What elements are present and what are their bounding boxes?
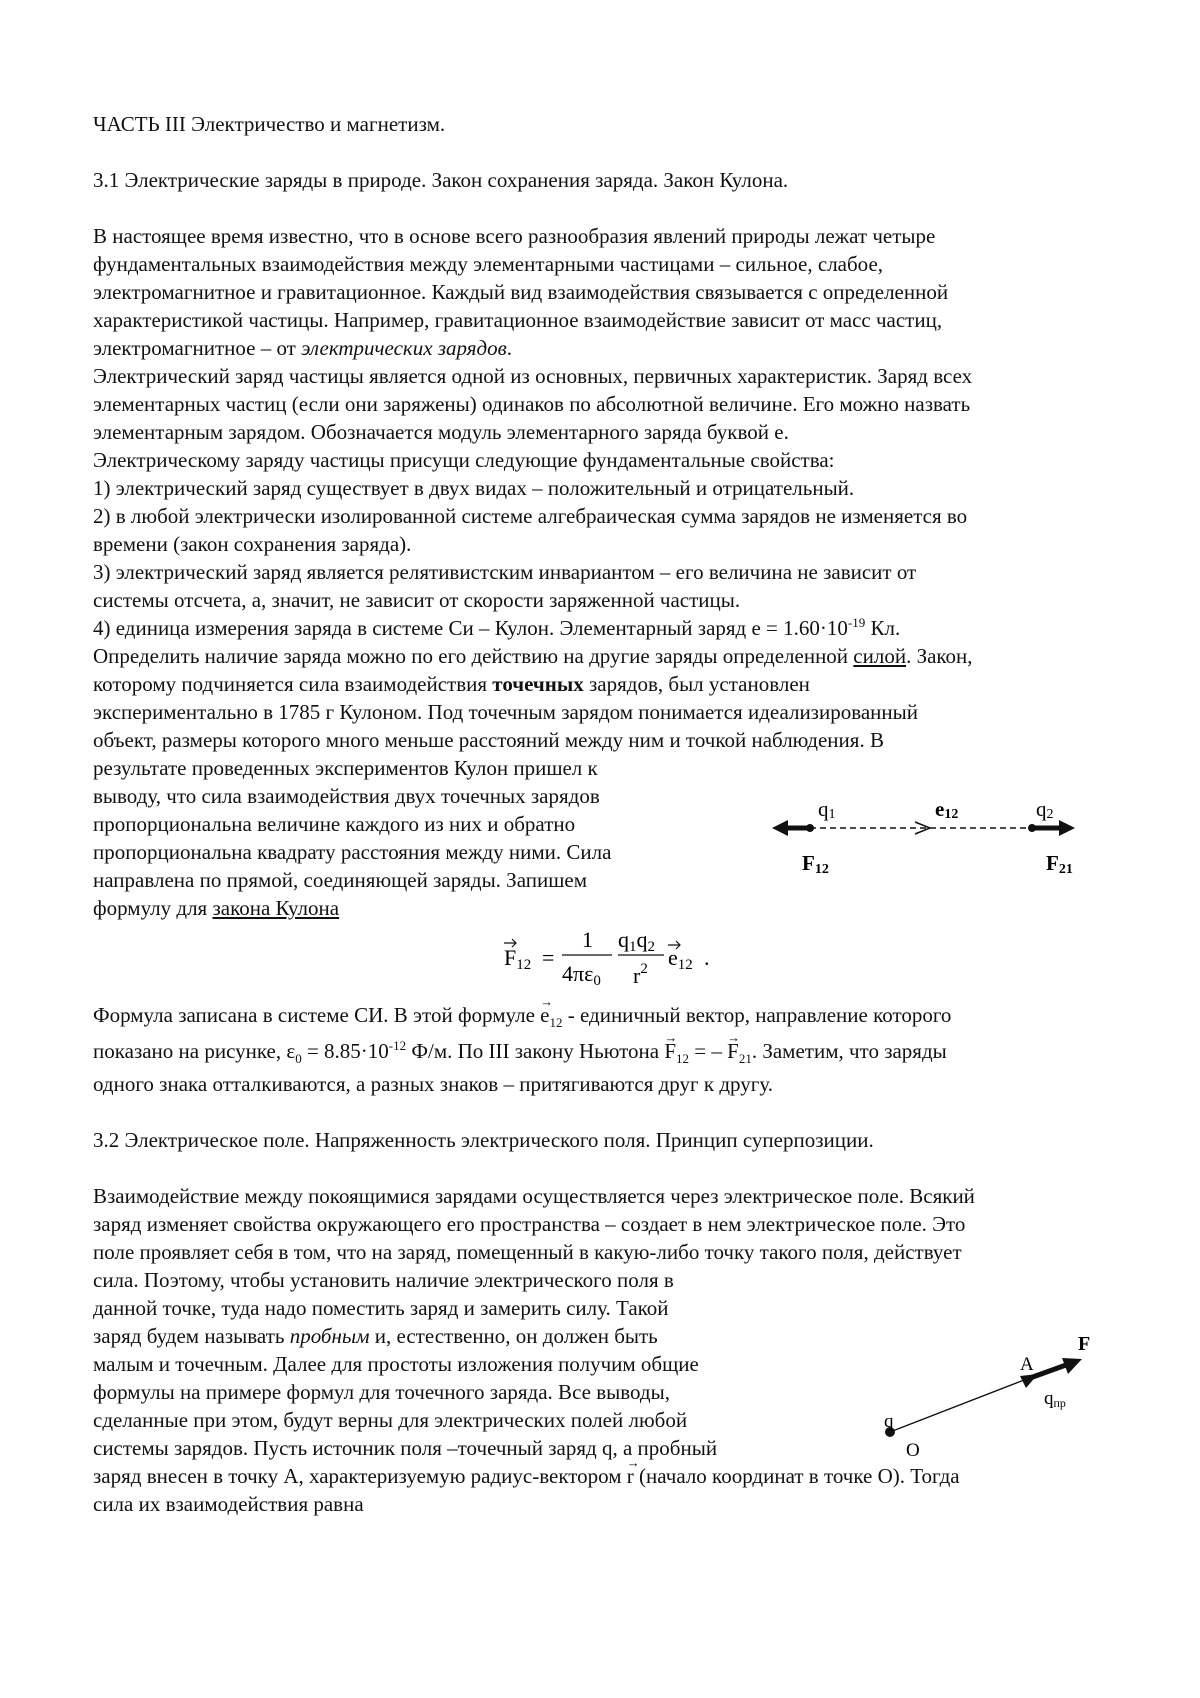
paragraph-line: заряд изменяет свойства окружающего его пространства – создает в нем электрическое поле. Это bbox=[93, 1212, 966, 1236]
italic-term: пробным bbox=[289, 1324, 370, 1348]
paragraph-line: заряд будем называть пробным и, естественно, он должен быть bbox=[93, 1324, 658, 1348]
link-coulomb-law[interactable]: закона Кулона bbox=[212, 896, 340, 920]
paragraph-line: элементарным зарядом. Обозначается модуль элементарного заряда буквой e. bbox=[93, 420, 789, 444]
formula-num1: 1 bbox=[582, 927, 593, 952]
paragraph-line: характеристикой частицы. Например, гравитационное взаимодействие зависит от масс частиц, bbox=[93, 308, 943, 332]
section-heading-3-2: 3.2 Электрическое поле. Напряженность электрического поля. Принцип суперпозиции. bbox=[93, 1128, 874, 1152]
paragraph-line: Определить наличие заряда можно по его действию на другие заряды определенной силой. Закон, bbox=[93, 644, 973, 668]
property-item: системы отсчета, а, значит, не зависит от скорости заряженной частицы. bbox=[93, 588, 741, 612]
formula-equals: = bbox=[542, 945, 555, 970]
label-F12: F12 bbox=[802, 851, 829, 877]
part-title: ЧАСТЬ III Электричество и магнетизм. bbox=[93, 112, 446, 136]
property-item: 4) единица измерения заряда в системе Си – Кулон. Элементарный заряд $e = 1.60\cdot 10^{-19}$ Кл. bbox=[93, 615, 901, 640]
paragraph-line: формулы на примере формул для точечного заряда. Все выводы, bbox=[93, 1380, 670, 1404]
paragraph-line: малым и точечным. Далее для простоты изложения получим общие bbox=[93, 1352, 699, 1376]
coulomb-formula bbox=[500, 925, 740, 995]
label-q: q bbox=[884, 1411, 894, 1432]
property-item: 2) в любой электрически изолированной системе алгебраическая сумма зарядов не изменяется во bbox=[93, 504, 968, 528]
force-arrow-shaft bbox=[1030, 1365, 1066, 1378]
label-F: F bbox=[1078, 1333, 1091, 1355]
label-qpr: qпр bbox=[1044, 1388, 1066, 1410]
section-heading-3-1: 3.1 Электрические заряды в природе. Закон сохранения заряда. Закон Кулона. bbox=[93, 168, 789, 192]
formula-num2: q1q2 bbox=[618, 927, 655, 955]
paragraph-line: выводу, что сила взаимодействия двух точечных зарядов bbox=[93, 784, 600, 808]
link-sila[interactable]: силой bbox=[853, 644, 907, 668]
formula-lhs: F12 bbox=[504, 945, 532, 973]
paragraph-line: заряд внесен в точку А, характеризуемую радиус-вектором → r (начало координат в точке O). Тогда bbox=[93, 1462, 960, 1490]
italic-term: электрических зарядов bbox=[301, 336, 507, 360]
paragraph-line: которому подчиняется сила взаимодействия точечных зарядов, был установлен bbox=[93, 672, 810, 696]
radius-vector-line bbox=[890, 1380, 1024, 1432]
paragraph-line: Электрический заряд частицы является одной из основных, первичных характеристик. Заряд всех bbox=[93, 364, 973, 388]
paragraph-line: одного знака отталкиваются, а разных знаков – притягиваются друг к другу. bbox=[93, 1072, 774, 1096]
paragraph-line: сила. Поэтому, чтобы установить наличие электрического поля в bbox=[93, 1268, 674, 1292]
paragraph-line: электромагнитное – от электрических зарядов. bbox=[93, 336, 512, 360]
bold-term: точечных bbox=[492, 672, 584, 696]
label-O: O bbox=[906, 1440, 920, 1461]
label-e12: e12 bbox=[935, 797, 959, 822]
property-item: 3) электрический заряд является релятивистским инвариантом – его величина не зависит от bbox=[93, 560, 917, 584]
formula-den2: $r^2$ bbox=[633, 961, 648, 988]
force-arrowhead bbox=[1062, 1358, 1082, 1374]
paragraph-line: результате проведенных экспериментов Кулон пришел к bbox=[93, 756, 598, 780]
label-A: A bbox=[1020, 1354, 1034, 1375]
paragraph-line: направлена по прямой, соединяющей заряды. Запишем bbox=[93, 868, 588, 892]
label-q2: q2 bbox=[1036, 797, 1054, 822]
paragraph-line: формулу для закона Кулона bbox=[93, 896, 340, 920]
formula-den1: 4πε0 bbox=[562, 961, 601, 989]
formula-end: . bbox=[704, 945, 710, 970]
property-item: времени (закон сохранения заряда). bbox=[93, 532, 412, 556]
property-item: 1) электрический заряд существует в двух видах – положительный и отрицательный. bbox=[93, 476, 855, 500]
paragraph-line: сила их взаимодействия равна bbox=[93, 1492, 364, 1516]
paragraph-line: электромагнитное и гравитационное. Каждый вид взаимодействия связывается с определенной bbox=[93, 280, 949, 304]
paragraph-line: Формула записана в системе СИ. В этой формуле → $e_{12}$ - единичный вектор, направление которого bbox=[93, 1001, 951, 1029]
formula-unit-vector: e12 bbox=[668, 945, 693, 973]
paragraph-line: поле проявляет себя в том, что на заряд, помещенный в какую-либо точку такого поля, действует bbox=[93, 1240, 962, 1264]
paragraph-line: системы зарядов. Пусть источник поля –точечный заряд q, а пробный bbox=[93, 1436, 718, 1460]
paragraph-line: пропорциональна величине каждого из них и обратно bbox=[93, 812, 576, 836]
charge-q1-dot bbox=[806, 824, 814, 832]
f12-arrowhead bbox=[772, 820, 788, 836]
paragraph-line: фундаментальных взаимодействия между элементарными частицами – сильное, слабое, bbox=[93, 252, 884, 276]
paragraph-line: элементарных частиц (если они заряжены) одинаков по абсолютной величине. Его можно назвать bbox=[93, 392, 971, 416]
probe-charge-figure bbox=[870, 1330, 1100, 1465]
f21-arrowhead bbox=[1059, 820, 1075, 836]
radius-vector-r: → r bbox=[627, 1462, 634, 1490]
paragraph-line: Взаимодействие между покоящимися зарядами осуществляется через электрическое поле. Всякий bbox=[93, 1184, 975, 1208]
coulomb-figure bbox=[770, 790, 1090, 890]
paragraph-line: сделанные при этом, будут верны для электрических полей любой bbox=[93, 1408, 688, 1432]
paragraph-line: В настоящее время известно, что в основе всего разнообразия явлений природы лежат четыре bbox=[93, 224, 936, 248]
paragraph-line: объект, размеры которого много меньше расстояний между ним и точкой наблюдения. В bbox=[93, 728, 884, 752]
paragraph-line: экспериментально в 1785 г Кулоном. Под точечным зарядом понимается идеализированный bbox=[93, 700, 918, 724]
paragraph-line: данной точке, туда надо поместить заряд и замерить силу. Такой bbox=[93, 1296, 669, 1320]
vector-F12: → $F_{12}$ bbox=[664, 1037, 689, 1065]
unit-vector-e12: → $e_{12}$ bbox=[540, 1001, 562, 1029]
paragraph-line: показано на рисунке, $\varepsilon_0 = 8.85\cdot 10^{-12}$ Ф/м. По III закону Ньютона → $F_{12}$ = – → $F_{21}$. Заметим, что заряды bbox=[93, 1037, 947, 1065]
charge-q2-dot bbox=[1028, 824, 1036, 832]
label-q1: q1 bbox=[818, 797, 836, 822]
label-F21: F21 bbox=[1046, 851, 1073, 877]
vector-F21: → $F_{21}$ bbox=[727, 1037, 752, 1065]
properties-intro: Электрическому заряду частицы присущи следующие фундаментальные свойства: bbox=[93, 448, 835, 472]
paragraph-line: пропорциональна квадрату расстояния между ними. Сила bbox=[93, 840, 612, 864]
